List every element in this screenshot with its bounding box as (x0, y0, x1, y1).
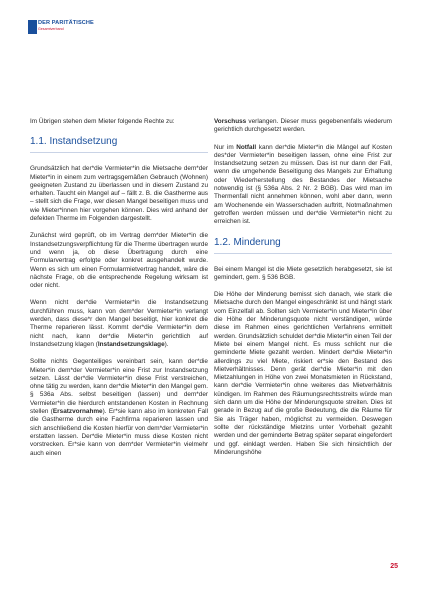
logo-subtitle: Gesamtverband (38, 27, 64, 31)
intro-paragraph: Im Übrigen stehen dem Mieter folgende Rechte zu: (30, 118, 175, 125)
paragraph: Zunächst wird geprüft, ob im Vertrag dem*der Mieter*in die Instandsetzungsverpflichtung für die Therme übertragen wurde und wenn ja, ob diese Übertragung durch eine Formularvertrag erfolgte oder konkret ausgehandelt wurde. Wenn es sich um einen Formularmietvertrag handelt, wäre die nächste Frage, ob die entsprechende Regelung wirksam ist oder nicht. (30, 232, 208, 290)
paragraph: Bei einem Mangel ist die Miete gesetzlich herabgesetzt, sie ist gemindert, gem. § 536 BGB. (214, 265, 392, 281)
page-number: 25 (390, 563, 398, 570)
paragraph: Die Höhe der Minderung bemisst sich danach, wie stark die Mietsache durch den Mangel eingeschränkt ist und hängt stark vom Einzelfall ab. Sollten sich Vermieter*in und Mieter*in über die Höhe der Minderungsquote nicht verständigen, würde diese im Rahmen eines gerichtlichen Verfahrens ermittelt werden. Grundsätzlich schuldet der*die Mieter*in einen Teil der Miete bei einem Mangel nicht. Es muss schlicht nur die geminderte Miete gezahlt werden. Mindert der*die Mieter*in allerdings zu viel Miete, riskiert er*sie den Bestand des Mietverhältnisses. Denn gerät der*die Mieter*in mit den Mietzahlungen in Höhe von zwei Monatsmieten in Rückstand, kann der*die Vermieter*in ohne weiteres das Mietverhältnis kündigen. Im Rahmen des Räumungsrechtsstreits würde man sich dann um die Höhe der Minderungsquote streiten. Dies ist gerade in Bezug auf die große Bedeutung, die die Räume für Sie als Träger haben, möglichst zu vermeiden. Deswegen sollte der rückständige Mietzins unter Vorbehalt gezahlt werden und der geminderte Betrag später separat eingefordert und ggf. einklagt werden. Haben Sie sich hinsichtlich der Minderungshöhe (214, 291, 392, 456)
term-ersatzvornahme: Ersatzvornahme (52, 408, 103, 416)
paragraph: Sollte nichts Gegenteiliges vereinbart sein, kann der*die Mieter*in dem*der Vermieter*in eine Frist zur Instandsetzung setzen. Lässt der*die Vermieter*in diese Frist verstreichen, ohne tätig zu werden, kann der*die Mieter*in den Mangel gem. § 536a Abs. selbst beseitigen (lassen) und dem*der Vermieter*in die hierdurch entstandenen Kosten in Rechnung stellen (Ersatzvornahme). Er*sie kann also im konkreten Fall die Gastherme durch eine Fachfirma reparieren lassen und sich anschließend die Kosten hierfür von dem*der Vermieter*in erstatten lassen. Der*die Mieter*in muss diese Kosten nicht vorstrecken. Er*sie kann von dem*der Vermieter*in vielmehr auch einen (30, 358, 208, 457)
paragraph: Grundsätzlich hat der*die Vermieter*in die Mietsache dem*der Mieter*in in einem zum vertragsgemäßen Gebrauch (Wohnen) geeigneten Zustand zu überlassen und in diesem Zustand zu erhalten. Taucht ein Mangel auf – fällt z. B. die Gastherme aus – stellt sich die Frage, wer diesen Mangel beseitigen muss und wie Mieter*innen hier vorgehen können. Dies wird anhand der defekten Therme im Folgenden dargestellt. (30, 165, 208, 223)
logo-title: DER PARITÄTISCHE (38, 20, 94, 26)
paragraph: Nur im Notfall kann der*die Mieter*in die Mängel auf Kosten des*der Vermieter*in beseitigen lassen, ohne eine Frist zur Instandsetzung setzen zu müssen. Das ist nur dann der Fall, wenn die umgehende Beseitigung des Mangels zur Erhaltung oder Wiederherstellung des Bestandes der Mietsache notwendig ist (§ 536a Abs. 2 Nr. 2 BGB). Das wird man im Thermenfall nicht annehmen können, wohl aber dann, wenn am Wochenende ein Wasserschaden auftritt, Notmaßnahmen getroffen werden müssen und der*die Vermieter*in nicht zu erreichen ist. (214, 143, 392, 226)
paragraph: Wenn nicht der*die Vermieter*in die Instandsetzung durchführen muss, kann von dem*der Vermieter*in verlangt werden, dass diese*r den Mangel beseitigt, hier konkret die Therme reparieren lässt. Kommt der*die Vermieter*in dem nicht nach, kann der*die Mieter*in gerichtlich auf Instandsetzung klagen (Instandsetzungsklage). (30, 299, 208, 348)
logo-mark-icon (28, 20, 37, 34)
term-instandsetzungsklage: Instandsetzungsklage (97, 340, 165, 348)
right-column (214, 118, 392, 466)
section-heading-instandsetzung: 1.1. Instandsetzung (30, 135, 208, 153)
term-notfall: Notfall (236, 143, 257, 151)
paragraph: Vorschuss verlangen. Dieser muss gegebenenfalls wiederum gerichtlich durchgesetzt werden. (214, 118, 392, 134)
paritaetische-logo (28, 20, 94, 36)
section-heading-minderung: 1.2. Minderung (214, 236, 392, 254)
term-vorschuss: Vorschuss (214, 118, 247, 125)
left-column (30, 118, 208, 467)
